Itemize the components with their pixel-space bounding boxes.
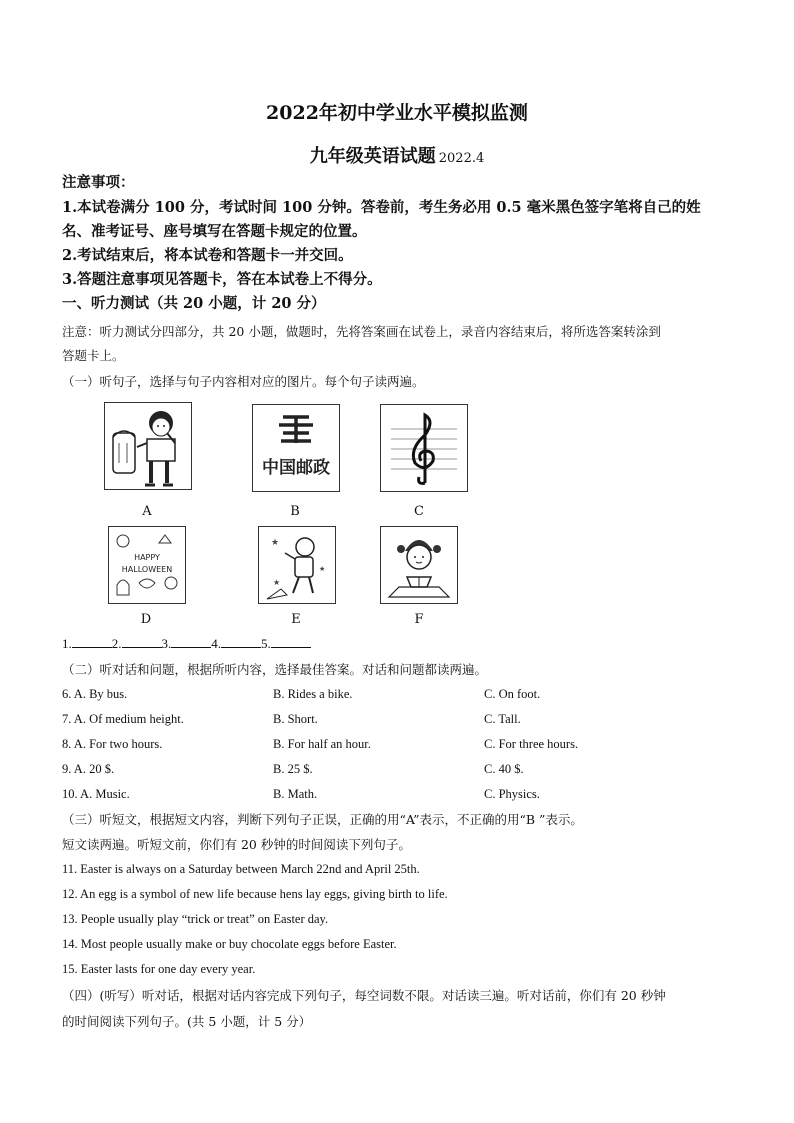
q9-option-b: B. 25 $. (273, 762, 313, 776)
q6-option-a: 6. A. By bus. (62, 687, 128, 701)
part1-instruction: （一）听句子，选择与句子内容相对应的图片。每个句子读两遍。 (62, 374, 425, 389)
part4-instruction-b: 的时间阅读下列句子。(共 5 小题，计 5 分） (62, 1014, 312, 1029)
q10-option-b: B. Math. (273, 787, 318, 801)
q9-option-c: C. 40 $. (484, 762, 524, 776)
statement-15: 15. Easter lasts for one day every year. (62, 962, 256, 976)
picture-b-label: B (290, 504, 300, 519)
q10-option-c: C. Physics. (484, 787, 540, 801)
svg-text:HAPPY: HAPPY (134, 553, 160, 562)
blank-4-label: 4. (211, 636, 221, 651)
q8-option-a: 8. A. For two hours. (62, 737, 163, 751)
q7-option-c: C. Tall. (484, 712, 521, 726)
picture-b-china-post-logo-icon (252, 404, 340, 492)
picture-d-label: D (140, 612, 152, 627)
notice-heading: 注意事项： (62, 174, 135, 191)
blank-2[interactable] (122, 635, 162, 648)
statement-11: 11. Easter is always on a Saturday between March 22nd and April 25th. (62, 862, 420, 876)
q9-option-a: 9. A. 20 $. (62, 762, 115, 776)
svg-text:★: ★ (273, 578, 281, 587)
china-post-text: 中国邮政 (262, 458, 330, 478)
q8-option-c: C. For three hours. (484, 737, 579, 751)
statement-14: 14. Most people usually make or buy chocolate eggs before Easter. (62, 937, 397, 951)
section1-note-a: 注意：听力测试分四部分，共 20 小题，做题时，先将答案画在试卷上，录音内容结束后，将所选答案转涂到 (62, 324, 661, 339)
notice-item-1a: 1.本试卷满分 100 分，考试时间 100 分钟。答卷前，考生务必用 0.5 毫米黑色签字笔将自己的姓 (62, 199, 701, 216)
exam-title: 2022年初中学业水平模拟监测 (266, 102, 528, 124)
subtitle-text: 九年级英语试题 (309, 146, 436, 167)
picture-f-girl-reading-icon (380, 526, 458, 604)
picture-c-label: C (414, 504, 424, 519)
part3-instruction-a: （三）听短文，根据短文内容，判断下列句子正误，正确的用“A”表示，不正确的用“B ”表示。 (62, 812, 583, 827)
part4-instruction-a: （四）(听写）听对话，根据对话内容完成下列句子，每空词数不限。对话读三遍。听对话前，你们有 20 秒钟 (62, 988, 666, 1003)
q7-option-b: B. Short. (273, 712, 318, 726)
picture-e-label: E (291, 612, 301, 627)
blank-1[interactable] (72, 635, 112, 648)
q8-option-b: B. For half an hour. (273, 737, 371, 751)
blank-1-label: 1. (62, 636, 72, 651)
blank-5-label: 5. (261, 636, 271, 651)
blank-4[interactable] (221, 635, 261, 648)
exam-date: 2022.4 (438, 151, 485, 166)
blank-2-label: 2. (111, 636, 122, 651)
statement-13: 13. People usually play “trick or treat” on Easter day. (62, 912, 329, 926)
notice-item-3: 3.答题注意事项见答题卡，答在本试卷上不得分。 (62, 271, 382, 288)
q7-option-a: 7. A. Of medium height. (62, 712, 184, 726)
blank-3-label: 3. (161, 636, 172, 651)
q10-option-a: 10. A. Music. (62, 787, 130, 801)
q6-option-c: C. On foot. (484, 687, 541, 701)
notice-item-2: 2.考试结束后，将本试卷和答题卡一并交回。 (62, 247, 353, 264)
picture-c-treble-clef-icon (380, 404, 468, 492)
blank-5[interactable] (271, 635, 311, 648)
exam-subtitle (0, 142, 794, 168)
part2-instruction: （二）听对话和问题，根据所听内容，选择最佳答案。对话和问题都读两遍。 (62, 662, 488, 677)
statement-12: 12. An egg is a symbol of new life because hens lay eggs, giving birth to life. (62, 887, 448, 901)
answer-blanks (62, 634, 742, 654)
picture-f-label: F (414, 612, 424, 627)
svg-text:★: ★ (271, 538, 280, 548)
picture-d-halloween-poster-icon (108, 526, 186, 604)
blank-3[interactable] (171, 635, 211, 648)
svg-text:HALLOWEEN: HALLOWEEN (121, 565, 173, 574)
svg-text:★: ★ (319, 565, 326, 573)
notice-item-1b: 名、准考证号、座号填写在答题卡规定的位置。 (62, 223, 367, 240)
section1-heading: 一、听力测试（共 20 小题，计 20 分） (62, 295, 326, 312)
part3-instruction-b: 短文读两遍。听短文前，你们有 20 秒钟的时间阅读下列句子。 (62, 837, 411, 852)
picture-a-boy-washing-hands-icon (104, 402, 192, 490)
picture-e-astronaut-icon (258, 526, 336, 604)
picture-a-label: A (142, 504, 152, 519)
q6-option-b: B. Rides a bike. (273, 687, 353, 701)
section1-note-b: 答题卡上。 (62, 348, 125, 363)
